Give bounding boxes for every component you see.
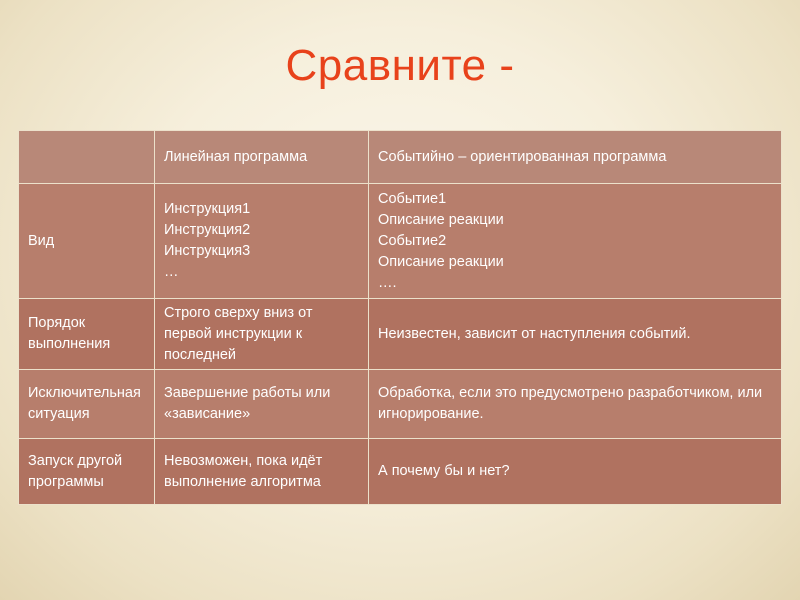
- linear-cell: [155, 184, 369, 299]
- header-cell-event: Событийно – ориентированная программа: [369, 131, 782, 184]
- linear-line: Инструкция2: [164, 222, 251, 238]
- event-cell: [369, 184, 782, 299]
- table-header-row: [19, 131, 782, 184]
- event-cell: Обработка, если это предусмотрено разработчиком, или игнорирование.: [369, 370, 782, 439]
- event-line: ….: [378, 274, 397, 291]
- event-line: Событие1: [378, 190, 447, 207]
- event-cell: Неизвестен, зависит от наступления событий.: [369, 299, 782, 370]
- event-line: Событие2: [378, 232, 447, 249]
- slide-title: Сравните -: [285, 41, 515, 90]
- row-label: Запуск другой программы: [19, 439, 155, 505]
- row-label: Исключительная ситуация: [19, 370, 155, 439]
- row-label: Вид: [19, 184, 155, 299]
- linear-cell: Строго сверху вниз от первой инструкции к последней: [155, 299, 369, 370]
- linear-cell: Завершение работы или «зависание»: [155, 370, 369, 439]
- header-cell-linear: Линейная программа: [155, 131, 369, 184]
- header-cell-empty: [19, 131, 155, 184]
- table-row: [19, 370, 782, 439]
- comparison-table: [18, 130, 782, 505]
- event-line: Описание реакции: [378, 211, 504, 228]
- linear-line: …: [164, 264, 179, 280]
- table-row: [19, 299, 782, 370]
- event-cell: А почему бы и нет?: [369, 439, 782, 505]
- event-line: Описание реакции: [378, 253, 504, 270]
- linear-line: Инструкция1: [164, 201, 251, 217]
- linear-cell: Невозможен, пока идёт выполнение алгоритма: [155, 439, 369, 505]
- table-row: [19, 184, 782, 299]
- linear-line: Инструкция3: [164, 243, 251, 259]
- row-label: Порядок выполнения: [19, 299, 155, 370]
- table-row: [19, 439, 782, 505]
